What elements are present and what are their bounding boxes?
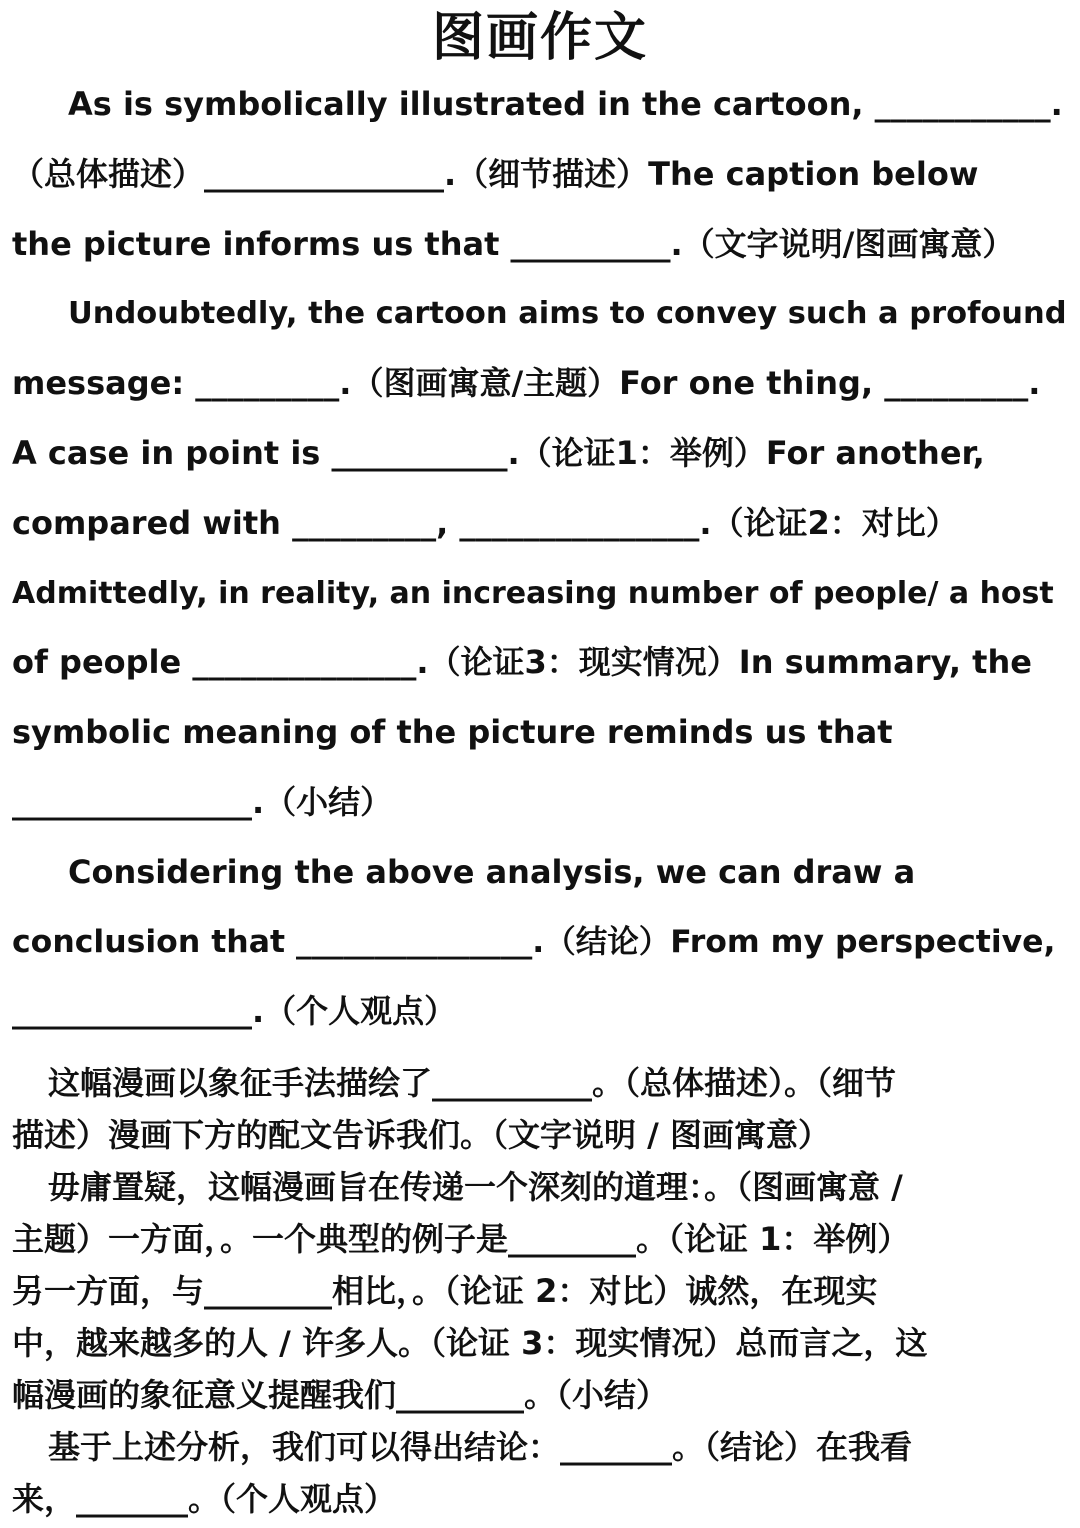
english-line: Undoubtedly, the cartoon aims to convey such a profound — [68, 296, 1067, 332]
chinese-line: 来，_______。（个人观点） — [12, 1480, 397, 1518]
english-line: symbolic meaning of the picture reminds us that — [12, 713, 893, 752]
english-line: conclusion that _______________.（结论）From my perspective, — [12, 923, 1056, 960]
chinese-line: 描述）漫画下方的配文告诉我们。（文字说明 / 图画寓意） — [12, 1116, 830, 1154]
english-line: A case in point is ___________.（论证1：举例）For another, — [12, 433, 985, 472]
english-line: As is symbolically illustrated in the cartoon, ___________. — [68, 85, 1063, 123]
english-template — [12, 70, 1068, 1047]
chinese-line: 另一方面，与________相比，。（论证 2：对比）诚然，在现实 — [12, 1272, 878, 1310]
chinese-line: 这幅漫画以象征手法描绘了__________。（总体描述）。（细节 — [48, 1064, 897, 1102]
english-line: （总体描述）_______________.（细节描述）The caption below — [12, 154, 979, 193]
page-title: 图画作文 — [431, 8, 648, 68]
english-line: _______________.（小结） — [12, 782, 393, 821]
chinese-line: 中，越来越多的人 / 许多人。（论证 3：现实情况）总而言之，这 — [12, 1324, 928, 1362]
english-line: _______________.（个人观点） — [12, 992, 457, 1031]
english-line: of people ______________.（论证3：现实情况）In summary, the — [12, 643, 1032, 682]
english-line: compared with _________, _______________.（论证2：对比） — [12, 503, 958, 542]
chinese-line: 幅漫画的象征意义提醒我们________。（小结） — [12, 1376, 669, 1414]
chinese-template — [12, 1057, 1068, 1525]
english-line: Admittedly, in reality, an increasing number of people/ a host — [12, 575, 1054, 611]
chinese-line: 主题）一方面，。一个典型的例子是________。（论证 1：举例） — [12, 1220, 910, 1258]
english-line: the picture informs us that __________.（文字说明/图画寓意） — [12, 224, 1015, 263]
chinese-line: 毋庸置疑，这幅漫画旨在传递一个深刻的道理：。（图画寓意 / — [48, 1168, 903, 1206]
chinese-line: 基于上述分析，我们可以得出结论：_______。（结论）在我看 — [48, 1428, 913, 1466]
english-line: Considering the above analysis, we can draw a — [68, 852, 916, 891]
english-line: message: _________.（图画寓意/主题）For one thing, _________. — [12, 364, 1041, 403]
